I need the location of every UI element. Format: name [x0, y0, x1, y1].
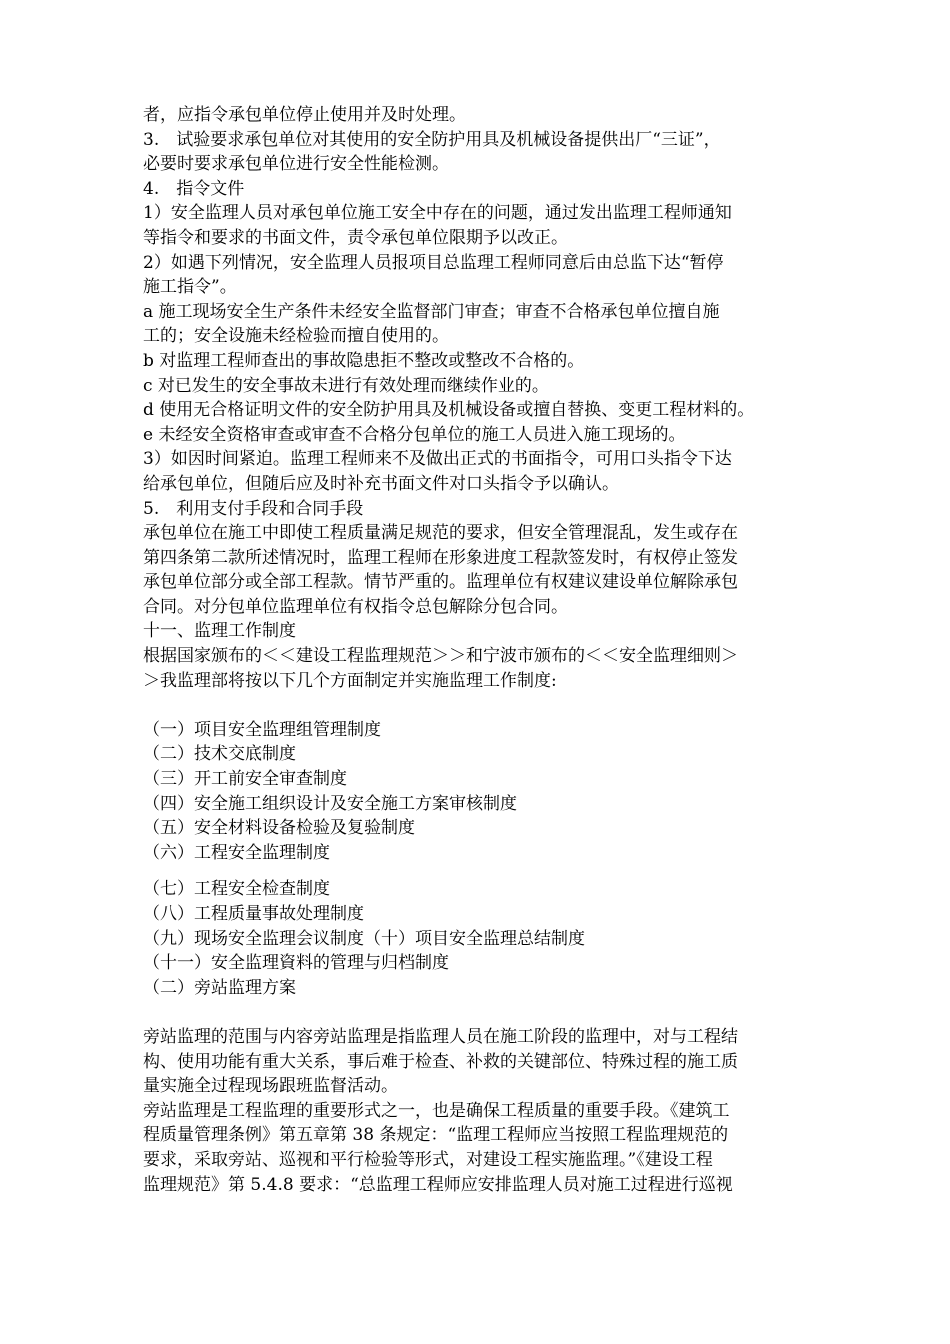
text-line: 工的；安全设施未经检验而擅自使用的。 [143, 326, 449, 347]
spacer [143, 693, 813, 718]
text-line: 根据国家颁布的＜＜建设工程监理规范＞＞和宁波市颁布的＜＜安全监理细则＞ [143, 646, 738, 667]
list-item: （一）项目安全监理组管理制度 [143, 719, 381, 740]
text-line: 承包单位部分或全部工程款。情节严重的。监理单位有权建议建设单位解除承包 [143, 572, 738, 593]
list-item: （六）工程安全监理制度 [143, 842, 330, 863]
list-item: （十一）安全监理資料的管理与归档制度 [143, 953, 449, 974]
text-line: 监理规范》第 5.4.8 要求：“总监理工程师应安排监理人员对施工过程进行巡视 [143, 1174, 733, 1195]
text-line: 者，应指令承包单位停止使用并及时处理。 [143, 105, 466, 125]
text-line: 旁站监理的范围与内容旁站监理是指监理人员在施工阶段的监理中，对与工程结 [143, 1026, 738, 1047]
spacer [143, 865, 813, 877]
text-line: a 施工现场安全生产条件未经安全监督部门审查；审查不合格承包单位擅自施 [143, 301, 720, 322]
text-line: 1）安全监理人员对承包单位施工安全中存在的问题，通过发出监理工程师通知 [143, 203, 732, 224]
list-item: （七）工程安全检查制度 [143, 879, 330, 900]
text-block-instructions [143, 103, 813, 693]
list-item: （二）技术交底制度 [143, 744, 296, 765]
text-line: 要求，采取旁站、巡视和平行检验等形式，对建设工程实施监理。”《建设工程 [143, 1149, 713, 1170]
text-line: 3. 试验要求承包单位对其使用的安全防护用具及机械设备提供出厂“三证”， [143, 129, 721, 150]
text-line: 承包单位在施工中即使工程质量满足规范的要求，但安全管理混乱，发生或存在 [143, 523, 738, 544]
list-item: （八）工程质量事故处理制度 [143, 904, 364, 924]
list-item: （四）安全施工组织设计及安全施工方案审核制度 [143, 793, 517, 814]
text-line: 量实施全过程现场跟班监督活动。 [143, 1076, 398, 1097]
text-line: 必要时要求承包单位进行安全性能检测。 [143, 154, 449, 175]
section-heading: 4. 指令文件 [143, 178, 245, 199]
text-line: 给承包单位，但随后应及时补充书面文件对口头指令予以确认。 [143, 473, 619, 494]
text-line: 程质量管理条例》第五章第 38 条规定：“监理工程师应当按照工程监理规范的 [143, 1125, 729, 1146]
section-heading: （二）旁站监理方案 [143, 977, 296, 998]
text-line: 2）如遇下列情况，安全监理人员报项目总监理工程师同意后由总监下达“暂停 [143, 252, 724, 273]
text-block-supervision [143, 1025, 813, 1197]
text-line: 第四条第二款所述情况时，监理工程师在形象进度工程款签发时，有权停止签发 [143, 547, 738, 568]
list-item: （九）现场安全监理会议制度（十）项目安全监理总结制度 [143, 928, 585, 949]
system-list-part-1 [143, 718, 813, 866]
text-line: 旁站监理是工程监理的重要形式之一，也是确保工程质量的重要手段。《建筑工 [143, 1100, 730, 1121]
text-line: 合同。对分包单位监理单位有权指令总包解除分包合同。 [143, 596, 568, 617]
spacer [143, 1000, 813, 1025]
text-line: ＞我监理部将按以下几个方面制定并实施监理工作制度: [143, 670, 557, 691]
list-item: （五）安全材料设备检验及复验制度 [143, 818, 415, 839]
text-line: c 对已发生的安全事故未进行有效处理而继续作业的。 [143, 375, 549, 396]
chapter-heading: 十一、监理工作制度 [143, 621, 296, 642]
list-item: （三）开工前安全审查制度 [143, 769, 347, 790]
text-line: 3）如因时间紧迫。监理工程师来不及做出正式的书面指令，可用口头指令下达 [143, 449, 732, 470]
text-line: b 对监理工程师查出的事故隐患拒不整改或整改不合格的。 [143, 350, 585, 371]
text-line: 施工指令”。 [143, 277, 237, 298]
text-line: d 使用无合格证明文件的安全防护用具及机械设备或擅自替换、变更工程材料的。 [143, 400, 755, 421]
text-line: 构、使用功能有重大关系，事后难于检查、补救的关键部位、特殊过程的施工质 [143, 1051, 738, 1072]
text-line: 等指令和要求的书面文件，责令承包单位限期予以改正。 [143, 227, 568, 248]
text-line: e 未经安全资格审查或审查不合格分包单位的施工人员进入施工现场的。 [143, 424, 686, 445]
section-heading: 5. 利用支付手段和合同手段 [143, 498, 364, 519]
document-page [143, 103, 813, 1197]
system-list-part-2 [143, 877, 813, 1000]
